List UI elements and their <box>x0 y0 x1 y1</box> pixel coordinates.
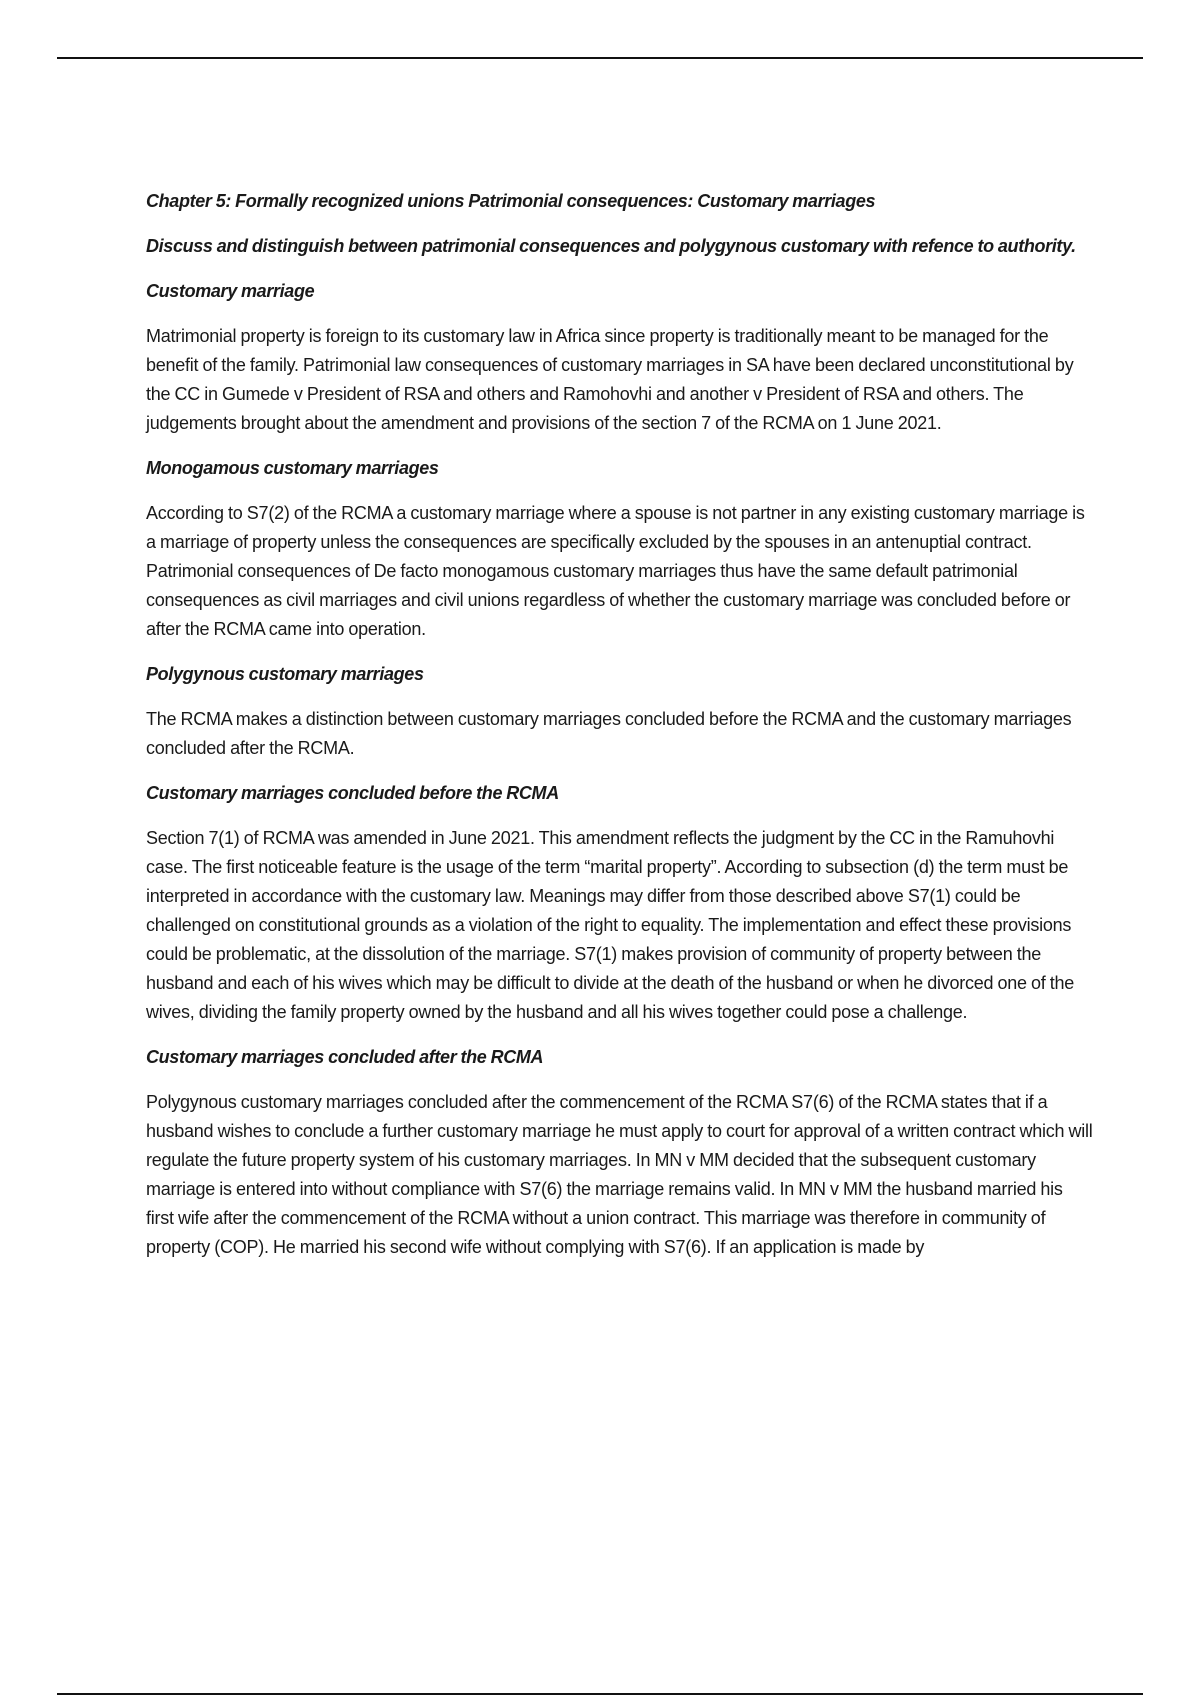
footer-rule <box>57 1693 1143 1695</box>
section-heading-before-rcma: Customary marriages concluded before the RCMA <box>146 783 559 803</box>
section-body-customary-marriage: Matrimonial property is foreign to its customary law in Africa since property is traditionally meant to be managed for the benefit of the family. Patrimonial law consequences of customary marriages in SA have been declared unconstitutional by the CC in Gumede v President of RSA and others and Ramohovhi and another v President of RSA and others. The judgements brought about the amendment and provisions of the section 7 of the RCMA on 1 June 2021. <box>146 326 1074 433</box>
document-body <box>146 187 1094 1262</box>
section-body-monogamous: According to S7(2) of the RCMA a customary marriage where a spouse is not partner in any existing customary marriage is a marriage of property unless the consequences are specifically excluded by the spouses in an antenuptial contract. Patrimonial consequences of De facto monogamous customary marriages thus have the same default patrimonial consequences as civil marriages and civil unions regardless of whether the customary marriage was concluded before or after the RCMA came into operation. <box>146 503 1085 639</box>
section-heading-customary-marriage: Customary marriage <box>146 281 315 301</box>
section-body-polygynous: The RCMA makes a distinction between customary marriages concluded before the RCMA and the customary marriages concluded after the RCMA. <box>146 709 1072 758</box>
section-heading-monogamous: Monogamous customary marriages <box>146 458 439 478</box>
section-heading-after-rcma: Customary marriages concluded after the RCMA <box>146 1047 544 1067</box>
chapter-title: Chapter 5: Formally recognized unions Patrimonial consequences: Customary marriages <box>146 191 876 211</box>
question-heading: Discuss and distinguish between patrimonial consequences and polygynous customary with refence to authority. <box>146 236 1076 256</box>
section-heading-polygynous: Polygynous customary marriages <box>146 664 424 684</box>
section-body-before-rcma: Section 7(1) of RCMA was amended in June 2021. This amendment reflects the judgment by the CC in the Ramuhovhi case. The first noticeable feature is the usage of the term “marital property”. According to subsection (d) the term must be interpreted in accordance with the customary law. Meanings may differ from those described above S7(1) could be challenged on constitutional grounds as a violation of the right to equality. The implementation and effect these provisions could be problematic, at the dissolution of the marriage. S7(1) makes provision of community of property between the husband and each of his wives which may be difficult to divide at the death of the husband or when he divorced one of the wives, dividing the family property owned by the husband and all his wives together could pose a challenge. <box>146 828 1075 1022</box>
header-rule <box>57 57 1143 59</box>
section-body-after-rcma: Polygynous customary marriages concluded after the commencement of the RCMA S7(6) of the RCMA states that if a husband wishes to conclude a further customary marriage he must apply to court for approval of a written contract which will regulate the future property system of his customary marriages. In MN v MM decided that the subsequent customary marriage is entered into without compliance with S7(6) the marriage remains valid. In MN v MM the husband married his first wife after the commencement of the RCMA without a union contract. This marriage was therefore in community of property (COP). He married his second wife without complying with S7(6). If an application is made by <box>146 1092 1093 1257</box>
